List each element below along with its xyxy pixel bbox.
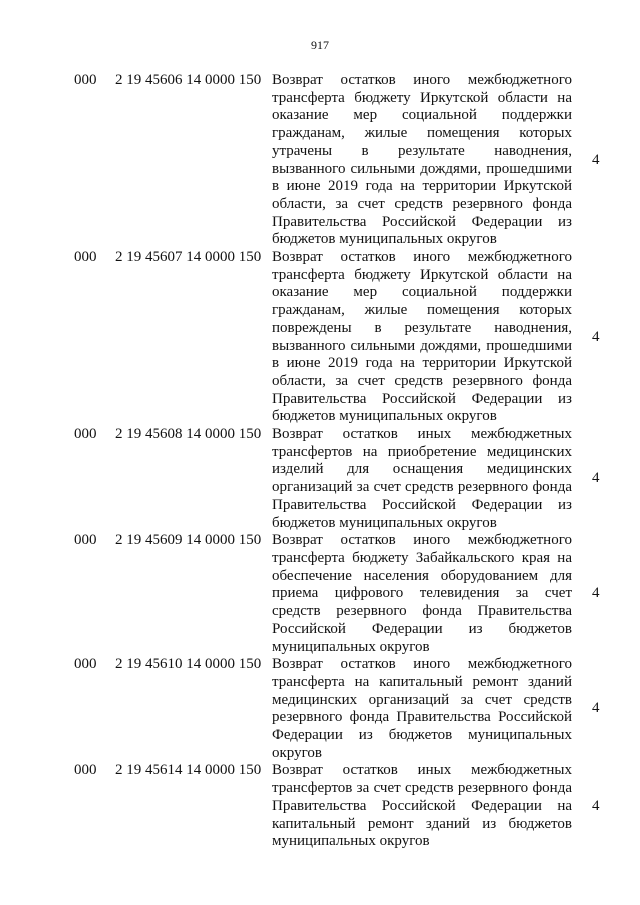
table-row [0,426,640,532]
admin-code: 000 [74,762,97,779]
table-row [0,762,640,851]
row-description: Возврат остатков иного межбюджетного трансферта бюджету Иркутской области на оказание мер социальной поддержки гражданам, жилые помещения которых повреждены в результате наводнения, вызванного сильными дождями, прошедшими в июне 2019 года на территории Иркутской области, за счет средств резервного фонда Правительства Российской Федерации из бюджетов муниципальных округов [272,249,572,425]
admin-code: 000 [74,426,97,443]
row-description: Возврат остатков иного межбюджетного трансферта бюджету Забайкальского края на обеспечение населения оборудованием для приема цифрового телевидения за счет средств резервного фонда Правительства Российской Федерации из бюджетов муниципальных округов [272,532,572,655]
row-rate: 4 [592,151,600,168]
budget-code: 2 19 45608 14 0000 150 [115,426,262,443]
budget-code: 2 19 45607 14 0000 150 [115,249,262,266]
table-row [0,532,640,656]
row-description: Возврат остатков иного межбюджетного трансферта бюджету Иркутской области на оказание мер социальной поддержки гражданам, жилые помещения которых утрачены в результате наводнения, вызванного сильными дождями, прошедшими в июне 2019 года на территории Иркутской области, за счет средств резервного фонда Правительства Российской Федерации из бюджетов муниципальных округов [272,72,572,248]
codes-table [0,72,640,851]
admin-code: 000 [74,249,97,266]
row-rate: 4 [592,328,600,345]
admin-code: 000 [74,72,97,88]
budget-code: 2 19 45606 14 0000 150 [115,72,262,88]
table-row [0,249,640,426]
row-rate: 4 [592,585,600,602]
page-number: 917 [311,38,329,52]
budget-code: 2 19 45610 14 0000 150 [115,656,262,673]
table-row [0,656,640,762]
row-rate: 4 [592,470,600,487]
budget-code: 2 19 45614 14 0000 150 [115,762,262,779]
row-description: Возврат остатков иных межбюджетных трансфертов на приобретение медицинских изделий для оснащения медицинских организаций за счет средств резервного фонда Правительства Российской Федерации из бюджетов муниципальных округов [272,426,572,531]
row-description: Возврат остатков иных межбюджетных трансфертов за счет средств резервного фонда Правительства Российской Федерации на капитальный ремонт зданий из бюджетов муниципальных округов [272,762,572,850]
row-rate: 4 [592,700,600,717]
table-row [0,72,640,249]
row-rate: 4 [592,797,600,814]
row-description: Возврат остатков иного межбюджетного трансферта на капитальный ремонт зданий медицинских организаций за счет средств резервного фонда Правительства Российской Федерации из бюджетов муниципальных округов [272,656,572,761]
budget-code: 2 19 45609 14 0000 150 [115,532,262,549]
admin-code: 000 [74,656,97,673]
admin-code: 000 [74,532,97,549]
